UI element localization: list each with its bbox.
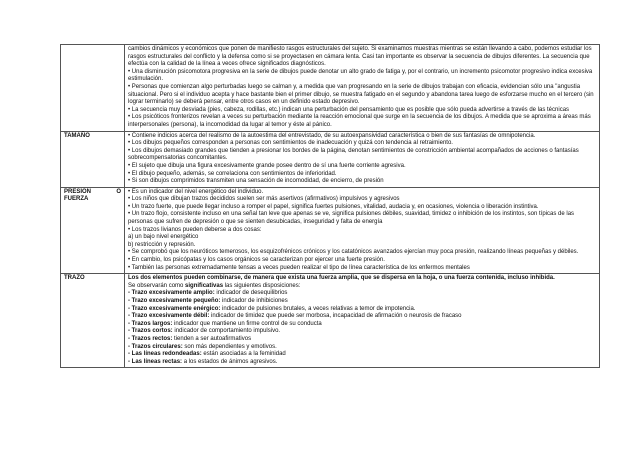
item-desc: indicador que mantiene un firme control de su conducta — [172, 320, 322, 327]
item-term: - Trazo excesivamente amplio: — [128, 290, 215, 297]
list-item — [128, 351, 596, 359]
row-content-presion — [125, 187, 600, 274]
text-line: • Los dibujos pequeños corresponden a personas con sentimientos de inadecuación y quizá con tendencia al retraimiento. — [128, 140, 453, 147]
list-item — [128, 328, 596, 336]
table-row-presion — [61, 187, 600, 274]
item-term: - Trazos cortos: — [128, 328, 173, 335]
item-desc: a los estados de ánimos agresivos. — [182, 358, 278, 365]
text-line: • El dibujo pequeño, además, se correlaciona con sentimientos de inferioridad. — [128, 170, 337, 177]
text-line: • Los dibujos demasiado grandes que tienden a presionar los bordes de la página, denotan sentimientos de constricción ambiental acompañados de acciones o fantasías sobrecompensatorias concomitantes. — [128, 147, 579, 162]
label-word: PRESION — [64, 188, 92, 195]
intro-line — [128, 283, 596, 291]
row-label-tamano: TAMAÑO — [61, 131, 125, 187]
list-item — [128, 306, 596, 314]
row-content-tamano — [125, 131, 600, 187]
text-line: cambios dinámicos y económicos que ponen de manifiesto rasgos estructurales del sujeto. Si examinamos muestras mientras se están llevando a cabo, podemos estudiar los rasgos estructurales del conflicto y la defensa como si se proyectasen en cámara lenta. Casi tan importante es observar la secuencia de dibujos diferentes. La secuencia que efectúa con la calidad de la línea a veces ofrece significados diagnósticos. — [128, 46, 592, 68]
text-line: • Es un indicador del nivel energético del individuo. — [128, 188, 264, 195]
row-content-trazo — [125, 274, 600, 368]
document-table — [60, 44, 600, 368]
intro-emph: significativas — [185, 282, 224, 289]
intro-bold-text: Los dos elementos pueden combinarse, de manera que exista una fuerza amplia, que se dispersa en la hoja, o una fuerza contenida, incluso inhibida. — [128, 275, 555, 282]
text-line: • Un trazo flojo, consistente incluso en una señal tan leve que apenas se ve, significa pulsiones débiles, suavidad, timidez o inhibición de los instintos, son típicas de las personas que sufren de depresión o que se sienten desubicadas, inseguridad y falta de energía — [128, 211, 575, 226]
text-line: • Un trazo fuerte, que puede llegar incluso a romper el papel, significa fuertes pulsiones, vitalidad, audacia y, en ocasiones, violencia o liberación instintiva. — [128, 203, 539, 210]
row-label-empty — [61, 45, 125, 132]
list-item — [128, 298, 596, 306]
text-line: • Una disminución psicomotora progresiva en la serie de dibujos puede denotar un alto grado de fatiga y, por el contrario, un incremento psicomotor progresivo indica excesiva estimulación. — [128, 68, 593, 83]
table-row-trazo — [61, 274, 600, 368]
item-desc: están asociadas a la feminidad — [201, 351, 286, 358]
text-line: a) un bajo nivel energético — [128, 234, 199, 241]
list-item — [128, 321, 596, 329]
item-desc: indicador de comportamiento impulsivo. — [172, 328, 281, 335]
list-item — [128, 290, 596, 298]
list-item — [128, 359, 596, 367]
intro-text: Se observarán como — [128, 282, 186, 289]
text-line: • Los psicóticos fronterizos revelan a veces su perturbación mediante la reacción emocional que surge en la secuencia de los dibujos. A medida que se aproxima a áreas más interpersonales (persona), la incomodidad da lugar al temor y éste al pánico. — [128, 114, 591, 128]
text-line: • Los niños que dibujan trazos decididos suelen ser más asertivos (afirmativos) impulsivos y agresivos — [128, 196, 400, 203]
item-term: - Las líneas rectas: — [128, 358, 183, 365]
item-desc: tienden a ser autoafirmativos — [172, 335, 252, 342]
item-term: - Trazos largos: — [128, 320, 173, 327]
list-item — [128, 336, 596, 344]
text-line: • En cambio, los psicópatas y los casos orgánicos se caracterizan por ejercer una fuerte presión. — [128, 257, 385, 264]
item-desc: indicador de inhibiciones — [220, 298, 288, 304]
list-item — [128, 313, 596, 321]
label-word: O — [116, 188, 121, 195]
row-label-presion — [61, 187, 125, 274]
row-content-sequence — [125, 45, 600, 132]
table-row-sequence — [61, 45, 600, 132]
text-line: • Se comprobó que los neuróticos temerosos, los esquizofrénicos crónicos y los catatónicos avanzados ejercían muy poca presión, realizando líneas pequeñas y débiles. — [128, 249, 579, 256]
text-line: • También las personas extremadamente tensas a veces pueden realizar el tipo de línea característica de los enfermos mentales — [128, 264, 470, 271]
item-term: - Trazos circulares: — [128, 343, 183, 350]
text-line: b) restricción y represión. — [128, 241, 196, 248]
intro-bold — [128, 275, 596, 283]
text-line: • Personas que comienzan algo perturbadas luego se calman y, a medida que van progresando en la serie de dibujos trabajan con eficacia, evidencian sólo una "angustia situacional. Pero si el individuo acepta y hace bastante bien el primer dibujo, se muestra fatigado en el segundo y abandona tarea luego de esforzarse mucho en el tercero (sin lograr terminarlo) se deberá pensar, entre otros casos en un definido estado depresivo. — [128, 83, 594, 106]
label-line — [64, 189, 121, 197]
list-item — [128, 344, 596, 352]
item-desc: indicador de timidez que puede ser morbosa, incapacidad de afirmación o neurosis de fracaso — [209, 313, 462, 320]
text-line: • Los trazos livianos pueden deberse a dos cosas: — [128, 226, 262, 233]
item-term: - Trazos rectos: — [128, 335, 173, 342]
item-term: - Trazo excesivamente pequeño: — [128, 298, 221, 304]
item-term: - Trazo excesivamente enérgico: — [128, 305, 221, 312]
text-line: • Si son dibujos comprimidos transmiten una sensación de incomodidad, de encierro, de presión — [128, 178, 384, 185]
text-line: • El sujeto que dibuja una figura excesivamente grande posee dentro de sí una fuerte corriente agresiva. — [128, 162, 406, 169]
item-term: - Trazo excesivamente débil: — [128, 313, 210, 320]
table-row-tamano — [61, 131, 600, 187]
text-line: • Contiene indicios acerca del realismo de la autoestima del entrevistado, de su autoexpansividad característica o bien de sus fantasías de omnipotencia. — [128, 132, 536, 139]
row-label-trazo: TRAZO — [61, 274, 125, 368]
label-word: FUERZA — [64, 196, 89, 203]
item-term: - Las líneas redondeadas: — [128, 351, 202, 358]
item-desc: son más dependientes y emotivos. — [182, 343, 277, 350]
item-desc: indicador de desequilibrios — [214, 290, 288, 297]
item-desc: indicador de pulsiones brutales, a veces relativas a temor de impotencia. — [220, 305, 416, 312]
intro-text: las siguientes disposiciones: — [223, 282, 301, 289]
text-line: • La secuencia muy desviada (pies, cabeza, rodillas, etc.) indican una perturbación del pensamiento que es posible que sólo pueda advertirse a través de las técnicas — [128, 106, 570, 113]
